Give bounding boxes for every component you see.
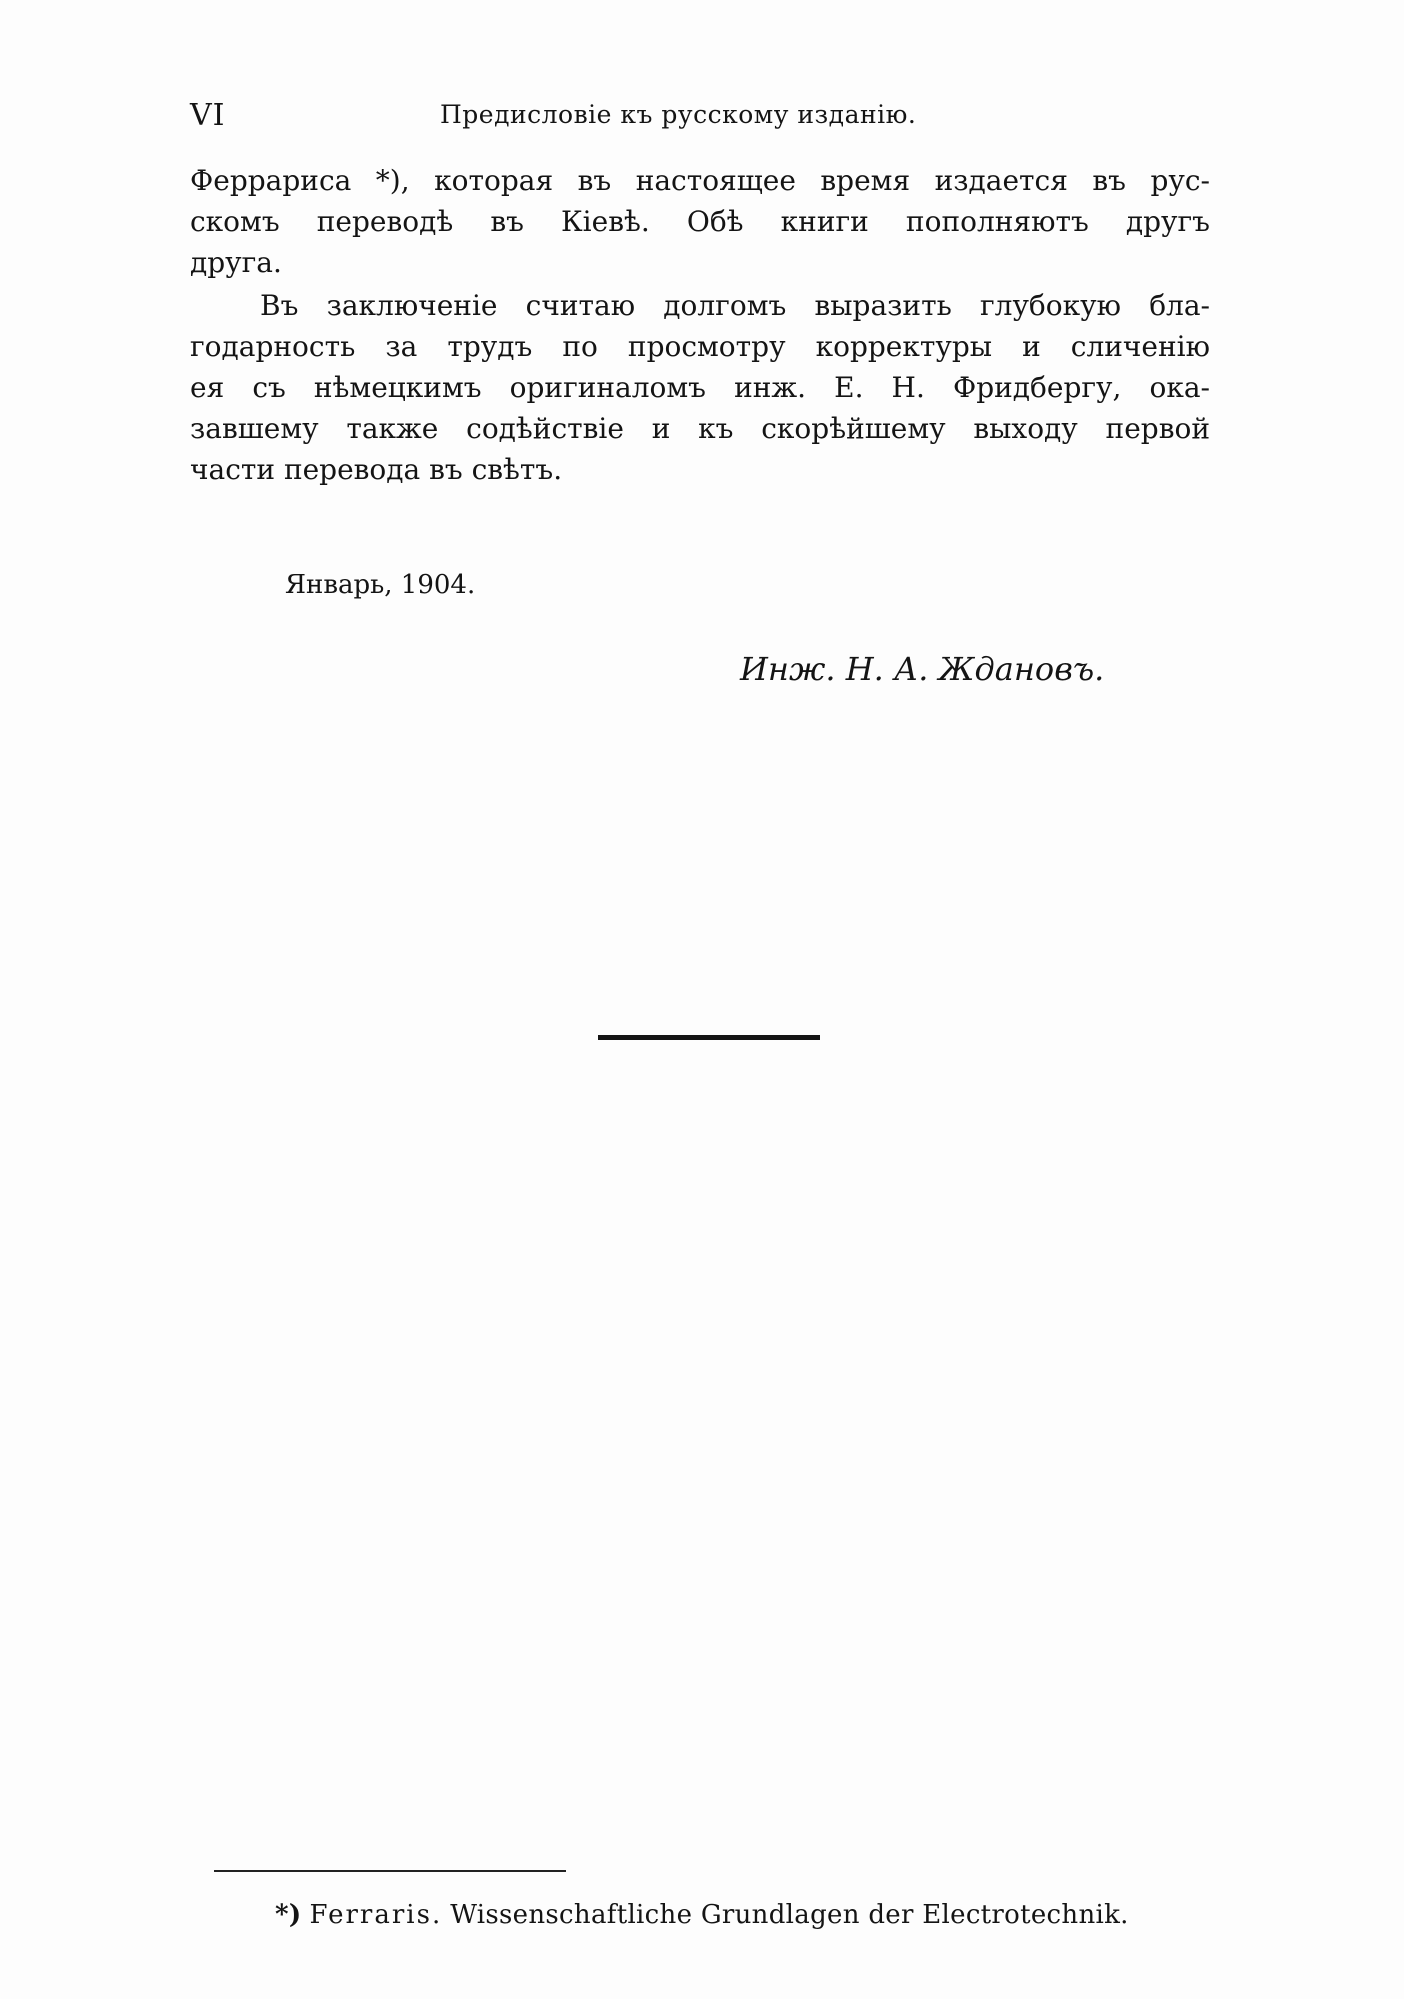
footnote [275, 1900, 1175, 1930]
date: Январь, 1904. [285, 570, 476, 600]
text-line: скомъ переводѣ въ Кіевѣ. Обѣ книги пополняютъ другъ [190, 205, 1210, 238]
footnote-author: Ferraris. [309, 1900, 443, 1930]
body-text [190, 160, 1210, 490]
text-line: годарность за трудъ по просмотру корректуры и сличенію [190, 330, 1210, 363]
text-line: завшему также содѣйствіе и къ скорѣйшему выходу первой [190, 412, 1210, 445]
footnote-marker: *) [275, 1900, 302, 1930]
text-line: части перевода въ свѣтъ. [190, 453, 563, 486]
text-line: друга. [190, 246, 282, 279]
section-rule [598, 1035, 820, 1040]
page-number: VI [190, 98, 226, 133]
running-head: Предисловіе къ русскому изданію. [440, 100, 917, 129]
signature: Инж. Н. А. Ждановъ. [740, 650, 1105, 688]
footnote-text: Wissenschaftliche Grundlagen der Electrotechnik. [450, 1900, 1129, 1930]
text-line: Феррариса *), которая въ настоящее время издается въ рус- [190, 164, 1210, 197]
text-line: Въ заключеніе считаю долгомъ выразить глубокую бла- [260, 289, 1210, 322]
footnote-rule [214, 1870, 566, 1872]
text-line: ея съ нѣмецкимъ оригиналомъ инж. Е. Н. Фридбергу, ока- [190, 371, 1210, 404]
